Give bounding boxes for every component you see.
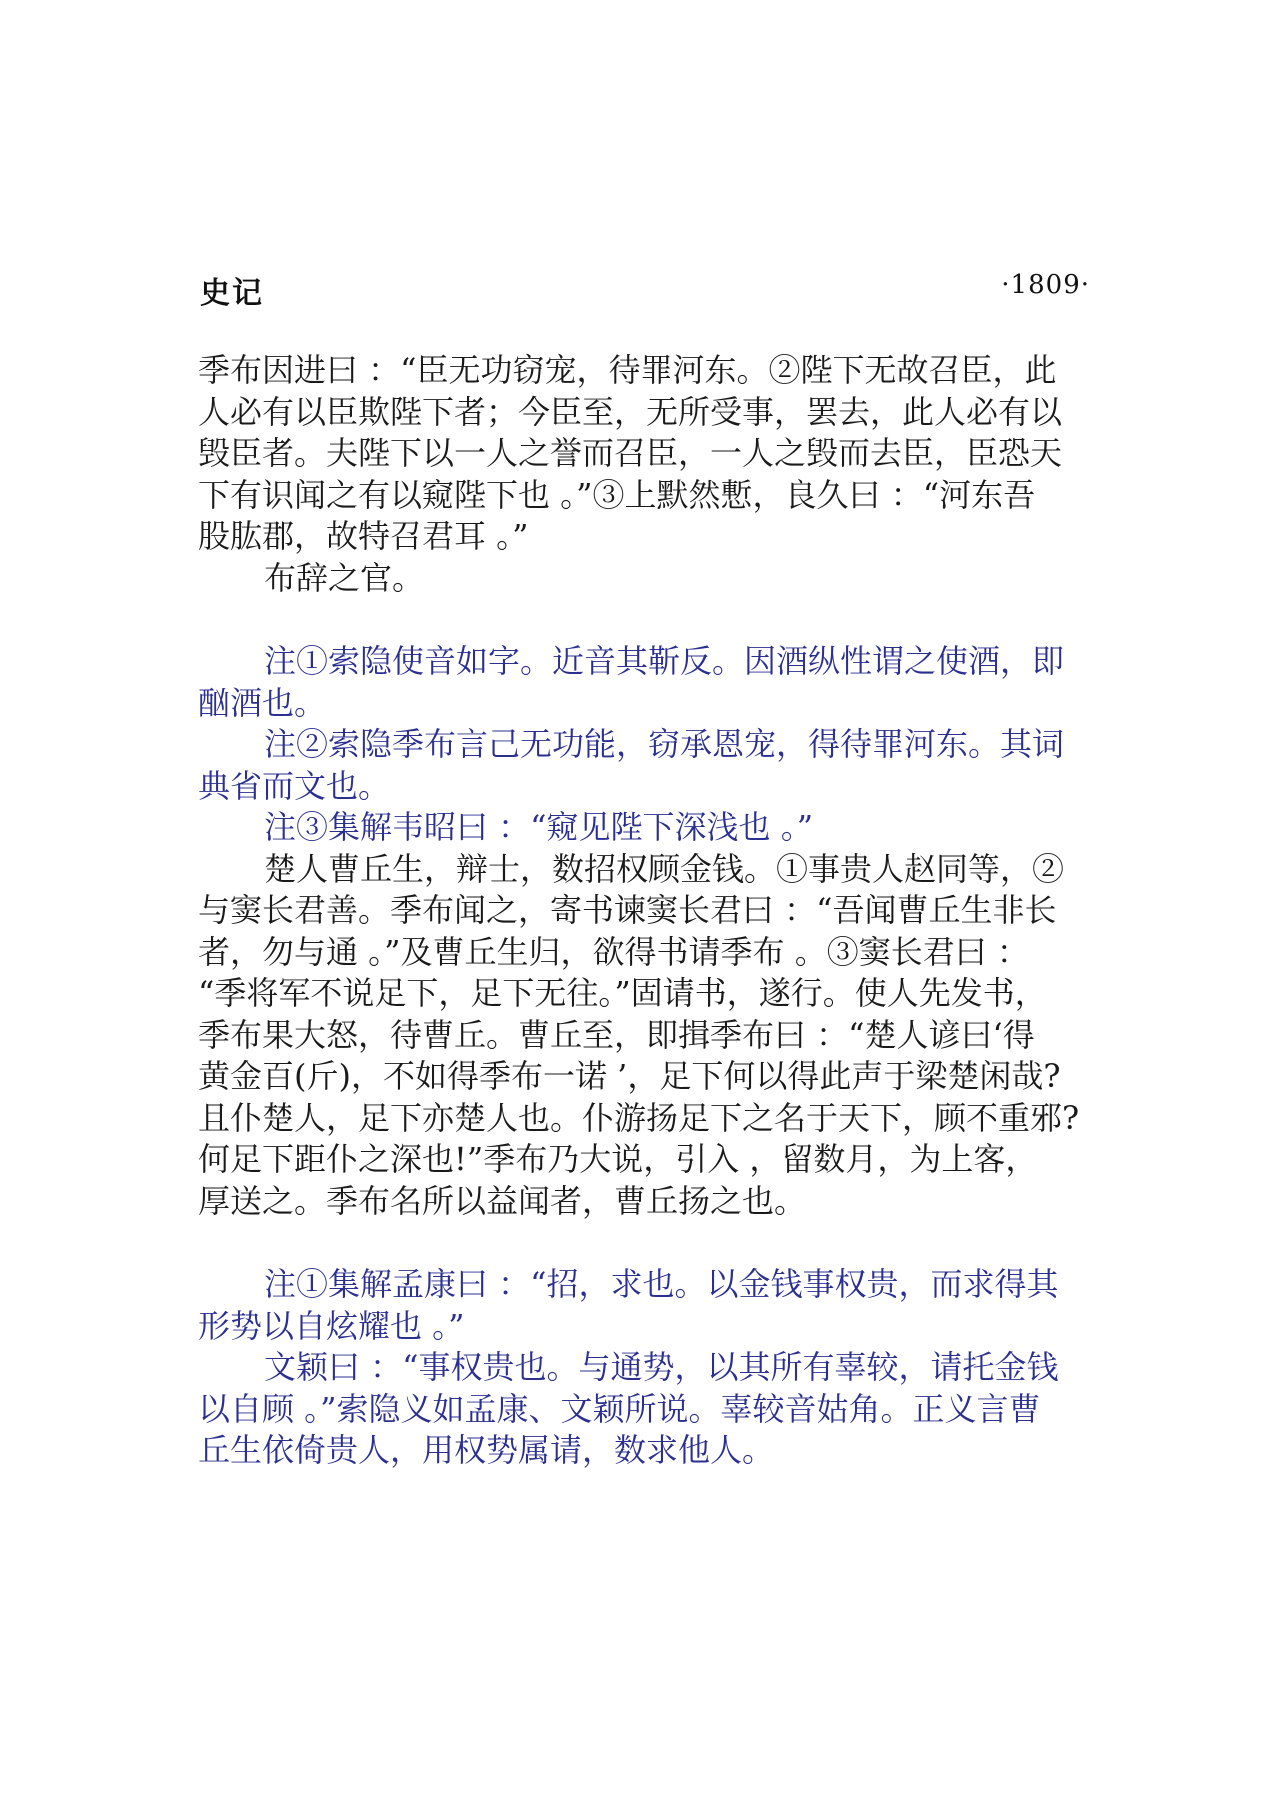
annotation-note [198,724,1092,807]
text-line: 季布因进曰 ：“臣无功窃宠，待罪河东。②陛下无故召臣，此 [198,351,1057,389]
body-text [198,350,1092,1472]
text-line: 厚送之。季布名所以益闻者，曹丘扬之也。 [198,1181,807,1220]
annotation-note [198,641,1092,724]
page-header [200,268,1090,311]
text-line: 者，勿与通 。”及曹丘生归，欲得书请季布 。③窦长君曰 ： [198,932,1029,971]
text-line: 人必有以臣欺陛下者；今臣至，无所受事，罢去，此人必有以 [198,392,1063,431]
paragraph [198,558,1092,600]
note-line: 以自顾 。”索隐义如孟康、文颖所说。辜较音姑角。正义言曹 [198,1389,1041,1428]
paragraph [198,350,1092,558]
text-line: 黄金百(斤)，不如得季布一诺 ’，足下何以得此声于梁楚闲哉? [198,1057,1061,1095]
annotation-note [198,1264,1092,1347]
note-line: 酗酒也。 [198,683,327,722]
note-line: 文颖曰 ：“事权贵也。与通势，以其所有辜较，请托金钱 [264,1348,1059,1386]
page-number: ·1809· [1001,270,1090,300]
paragraph [198,849,1092,1223]
note-line: 丘生依倚贵人，用权势属请，数求他人。 [198,1431,775,1469]
text-line: 毁臣者。夫陛下以一人之誉而召臣，一人之毁而去臣，臣恐天 [198,434,1063,472]
note-line: 形势以自炫耀也 。” [198,1306,465,1345]
text-line: “季将军不说足下，足下无往。”固请书，遂行。使人先发书， [198,974,1047,1012]
text-line: 布辞之官。 [264,558,425,597]
text-line: 股肱郡，故特召君耳 。” [198,517,529,555]
text-line: 楚人曹丘生，辩士，数招权顾金钱。①事贵人赵同等，② [264,849,1065,888]
text-line: 且仆楚人，足下亦楚人也。仆游扬足下之名于天下，顾不重邪? [198,1098,1080,1137]
note-line: 注①集解孟康曰 ：“招，求也。以金钱事权贵，而求得其 [264,1265,1059,1303]
note-line: 注①索隐使音如字。近音其靳反。因酒纵性谓之使酒，即 [264,642,1065,680]
text-line: 何足下距仆之深也!”季布乃大说，引入 ，留数月，为上客， [198,1140,1038,1178]
book-title: 史记 [200,276,264,311]
text-line: 与窦长君善。季布闻之，寄书谏窦长君曰 ：“吾闻曹丘生非长 [198,891,1057,929]
note-line: 典省而文也。 [198,766,391,805]
note-line: 注③集解韦昭曰 ：“窥见陛下深浅也 。” [264,808,814,846]
annotation-note [198,1347,1092,1472]
note-line: 注②索隐季布言己无功能，窃承恩宠，得待罪河东。其词 [264,725,1065,763]
text-line: 季布果大怒，待曹丘。曹丘至，即揖季布曰 ：“楚人谚曰‘得 [198,1015,1035,1054]
annotation-note [198,807,1092,849]
text-line: 下有识闻之有以窥陛下也 。”③上默然慙，良久曰 ：“河东吾 [198,475,1036,514]
